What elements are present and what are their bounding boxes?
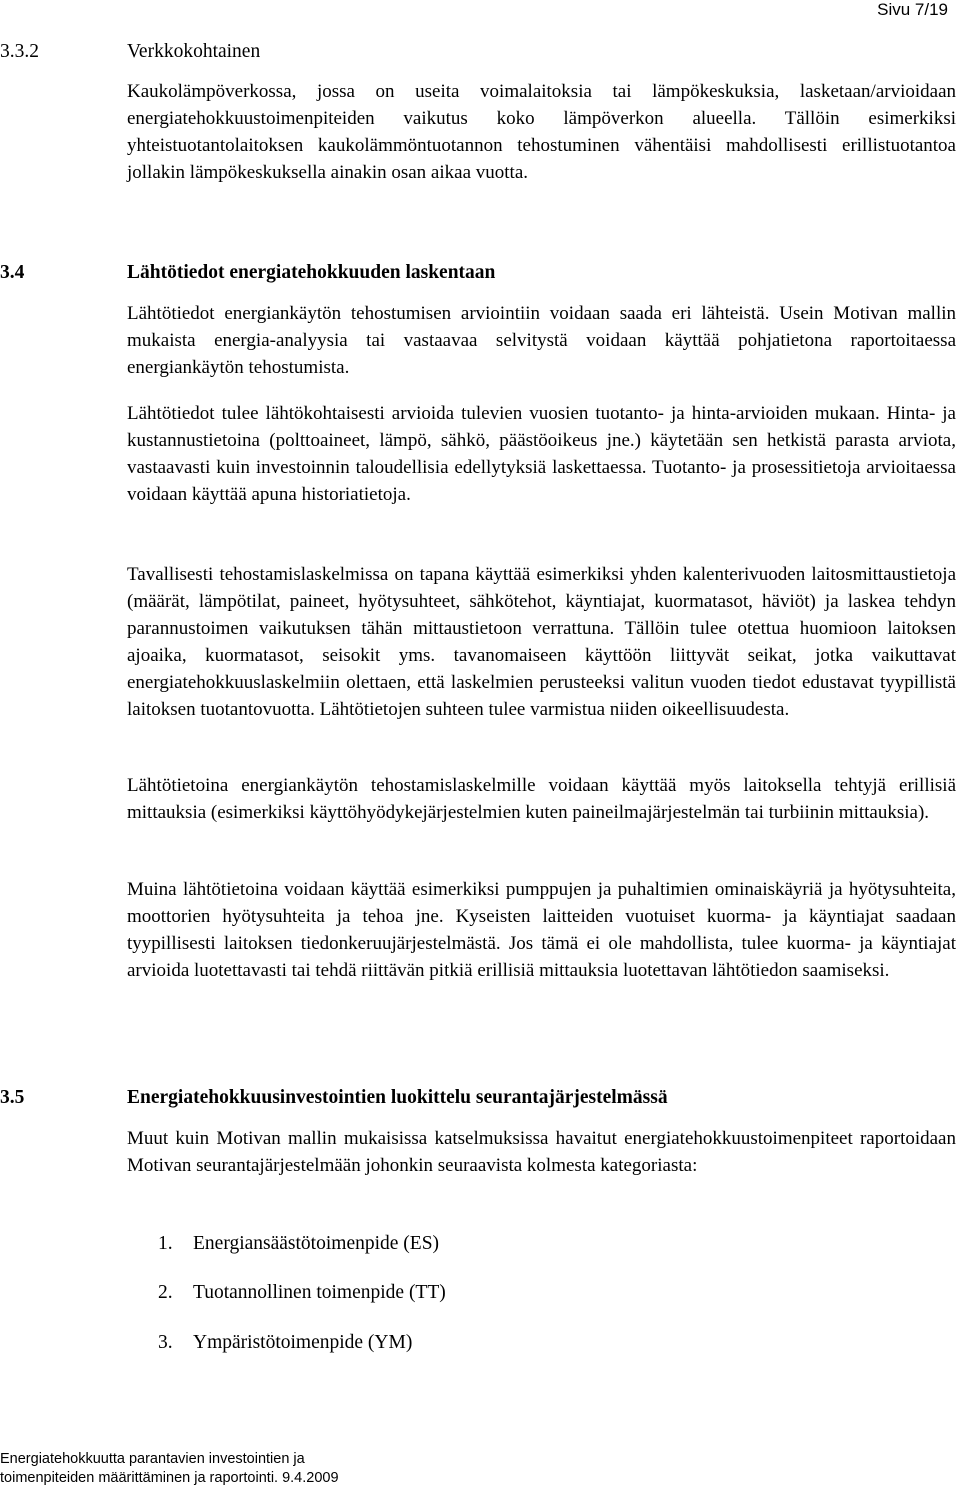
list-item <box>158 1281 446 1305</box>
footer-line: toimenpiteiden määrittäminen ja raportointi. 9.4.2009 <box>0 1470 339 1486</box>
list-label: Tuotannollinen toimenpide (TT) <box>193 1282 446 1303</box>
section-title: Verkkokohtainen <box>127 41 261 62</box>
paragraph: Muut kuin Motivan mallin mukaisissa katselmuksissa havaitut energiatehokkuustoimenpiteet raportoidaan Motivan seurantajärjestelmään johonkin seuraavista kolmesta kategoriasta: <box>127 1128 956 1176</box>
paragraph: Muina lähtötietoina voidaan käyttää esimerkiksi pumppujen ja puhaltimien ominaiskäyriä ja hyötysuhteita, moottorien hyötysuhteita ja tehoa jne. Kyseisten laitteiden vuotuiset kuorma- ja käyntiajat saadaan tyypillisesti laitoksen tiedonkeruujärjestelmästä. Jos tämä ei ole mahdollista, tulee kuorma- ja käyntiajat arvioida luotettavasti tai tehdä riittävän pitkiä erillisiä mittauksia luotettavan lähtötiedon saamiseksi. <box>127 879 956 981</box>
list-number: 1. <box>158 1233 173 1254</box>
paragraph: Tavallisesti tehostamislaskelmissa on tapana käyttää esimerkiksi yhden kalenterivuoden laitosmittaustietoja (määrät, lämpötilat, paineet, hyötysuhteet, sähkötehot, käyntiajat, kuormatasot, häviöt) ja laskea tehdyn parannustoimen vaikutuksen tähän mittaustietoon verrattuna. Tällöin tulee otettua huomioon laitoksen ajoaika, kuormatasot, seisokit yms. tavanomaiseen käyttöön liittyvät seikat, jotka vaikuttavat energiatehokkuuslaskelmiin olettaen, että laskelmien perusteeksi valitun vuoden tiedot edustavat tyypillistä laitoksen tuotantovuotta. Lähtötietojen suhteen tulee varmistua niiden oikeellisuudesta. <box>127 564 956 720</box>
list-item <box>158 1232 439 1256</box>
section-number: 3.3.2 <box>0 41 39 62</box>
paragraph: Lähtötiedot energiankäytön tehostumisen arviointiin voidaan saada eri lähteistä. Usein Motivan mallin mukaista energia-analyysia tai vastaavaa selvitystä voidaan käyttää pohjatietona raportoitaessa energiankäytön tehostumista. <box>127 303 956 378</box>
footer-line: Energiatehokkuutta parantavien investointien ja <box>0 1451 305 1467</box>
page-footer <box>0 1450 339 1488</box>
paragraph: Lähtötiedot tulee lähtökohtaisesti arvioida tulevien vuosien tuotanto- ja hinta-arvioiden mukaan. Hinta- ja kustannustietoina (polttoaineet, lämpö, sähkö, päästöoikeus jne.) käytetään sen hetkistä parasta arviota, vastaavasti kuin investoinnin taloudellisia edellytyksiä laskettaessa. Tuotanto- ja prosessitietoja arvioitaessa voidaan käyttää apuna historiatietoja. <box>127 403 956 505</box>
list-label: Energiansäästötoimenpide (ES) <box>193 1233 440 1254</box>
section-title: Lähtötiedot energiatehokkuuden laskentaan <box>127 262 496 283</box>
paragraph: Kaukolämpöverkossa, jossa on useita voimalaitoksia tai lämpökeskuksia, lasketaan/arvioidaan energiatehokkuustoimenpiteiden vaikutus koko lämpöverkon alueella. Tällöin esimerkiksi yhteistuotantolaitoksen kaukolämmöntuotannon tehostuminen vähentäisi mahdollisesti erillistuotantoa jollakin lämpökeskuksella ainakin osan aikaa vuotta. <box>127 81 956 183</box>
list-label: Ympäristötoimenpide (YM) <box>193 1332 413 1353</box>
section-number: 3.4 <box>0 262 25 283</box>
section-number: 3.5 <box>0 1087 25 1108</box>
page-number: Sivu 7/19 <box>877 0 948 19</box>
list-number: 2. <box>158 1282 173 1303</box>
section-title: Energiatehokkuusinvestointien luokittelu seurantajärjestelmässä <box>127 1087 668 1108</box>
paragraph: Lähtötietoina energiankäytön tehostamislaskelmille voidaan käyttää myös laitoksella tehtyjä erillisiä mittauksia (esimerkiksi käyttöhyödykejärjestelmien kuten paineilmajärjestelmän tai turbiinin mittauksia). <box>127 775 956 823</box>
list-number: 3. <box>158 1332 173 1353</box>
list-item <box>158 1331 412 1355</box>
